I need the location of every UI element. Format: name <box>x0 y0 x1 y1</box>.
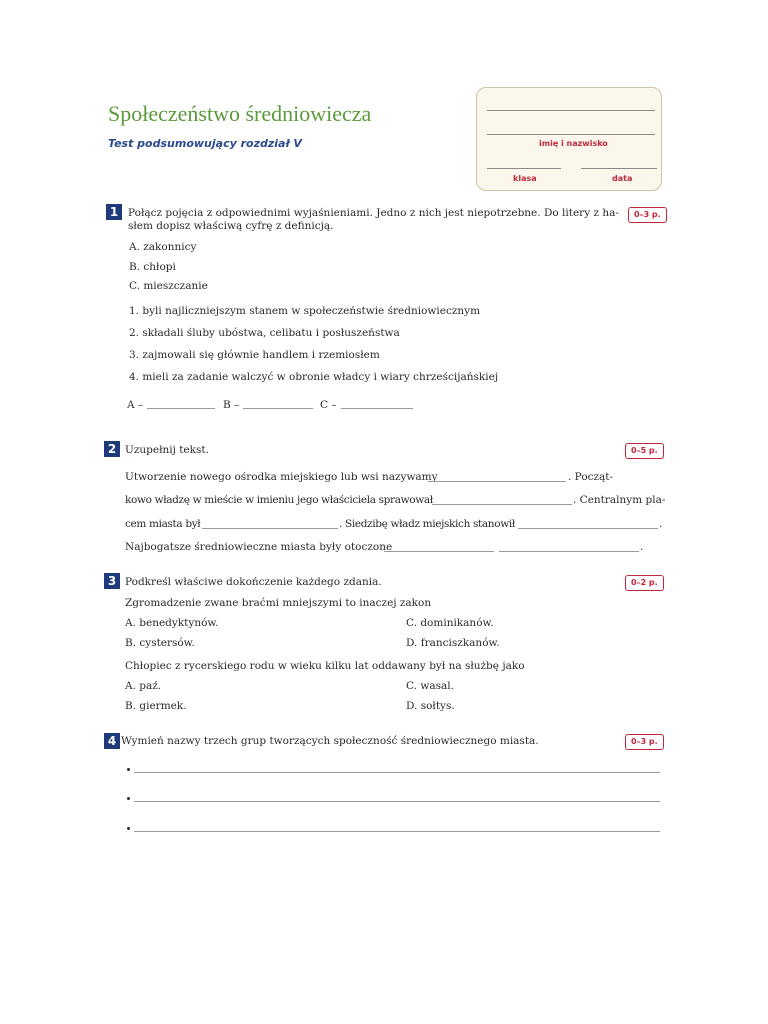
option-1b[interactable]: B. cystersów. <box>125 637 195 649</box>
answer-line-1[interactable] <box>134 772 660 773</box>
definition-3: 3. zajmowali się głównie handlem i rzemiosłem <box>129 349 380 361</box>
class-line[interactable] <box>487 168 561 169</box>
bullet-2 <box>127 797 130 800</box>
date-label: data <box>612 174 633 183</box>
answer-b-label: B – <box>223 399 240 411</box>
term-c: C. mieszczanie <box>129 280 208 292</box>
question-4-points: 0–3 p. <box>625 734 664 750</box>
question-4-instruction: Wymień nazwy trzech grup tworzących społeczność średniowiecznego miasta. <box>121 735 539 747</box>
sentence-2: Chłopiec z rycerskiego rodu w wieku kilku lat oddawany był na służbę jako <box>125 660 525 672</box>
option-2d[interactable]: D. sołtys. <box>406 700 455 712</box>
fill-text-line-2a: kowo władzę w mieście w imieniu jego właściciela sprawował <box>125 494 433 506</box>
option-1c[interactable]: C. dominikanów. <box>406 617 494 629</box>
blank-5[interactable] <box>384 551 494 552</box>
fill-text-line-3c: . <box>659 518 663 530</box>
blank-2[interactable] <box>432 504 572 505</box>
answer-line-3[interactable] <box>134 831 660 832</box>
fill-text-line-4a: Najbogatsze średniowieczne miasta były otoczone <box>125 541 393 553</box>
option-1a[interactable]: A. benedyktynów. <box>125 617 219 629</box>
page-title: Społeczeństwo średniowiecza <box>108 101 372 126</box>
definition-4: 4. mieli za zadanie walczyć w obronie władcy i wiary chrześcijańskiej <box>129 371 499 383</box>
question-3-number: 3 <box>104 573 120 589</box>
blank-1[interactable] <box>428 481 566 482</box>
option-2a[interactable]: A. paź. <box>125 680 162 692</box>
option-2b[interactable]: B. giermek. <box>125 700 187 712</box>
blank-3[interactable] <box>202 528 338 529</box>
fill-text-line-1b: . Począt- <box>568 471 614 483</box>
question-3-instruction: Podkreśl właściwe dokończenie każdego zdania. <box>125 576 382 588</box>
answer-b-line[interactable] <box>243 408 313 409</box>
name-label: imię i nazwisko <box>539 139 608 148</box>
bullet-1 <box>127 768 130 771</box>
term-b: B. chłopi <box>129 261 176 273</box>
fill-text-line-3b: . Siedzibę władz miejskich stanowił <box>339 518 515 530</box>
question-2-points: 0–5 p. <box>625 443 664 459</box>
question-1-number: 1 <box>106 204 122 220</box>
definition-1: 1. byli najliczniejszym stanem w społeczeństwie średniowiecznym <box>129 305 481 317</box>
name-line-1[interactable] <box>487 110 655 111</box>
question-2-instruction: Uzupełnij tekst. <box>125 444 209 456</box>
answer-line-2[interactable] <box>134 801 660 802</box>
question-1-points: 0–3 p. <box>628 207 667 223</box>
question-1-instruction-line2: słem dopisz właściwą cyfrę z definicją. <box>128 220 334 232</box>
option-1d[interactable]: D. franciszkanów. <box>406 637 500 649</box>
answer-a-line[interactable] <box>147 408 215 409</box>
date-line[interactable] <box>581 168 657 169</box>
question-4-number: 4 <box>104 733 120 749</box>
name-line-2[interactable] <box>487 134 655 135</box>
fill-text-line-4b: . <box>640 541 644 553</box>
blank-6[interactable] <box>499 551 639 552</box>
blank-4[interactable] <box>518 528 658 529</box>
question-2-number: 2 <box>104 441 120 457</box>
class-label: klasa <box>513 174 537 183</box>
answer-c-label: C – <box>320 399 337 411</box>
definition-2: 2. składali śluby ubóstwa, celibatu i posłuszeństwa <box>129 327 400 339</box>
page-subtitle: Test podsumowujący rozdział V <box>108 137 302 150</box>
answer-c-line[interactable] <box>341 408 413 409</box>
student-info-box <box>476 87 662 191</box>
question-3-points: 0–2 p. <box>625 575 664 591</box>
option-2c[interactable]: C. wasal. <box>406 680 454 692</box>
fill-text-line-2b: . Centralnym pla- <box>573 494 666 506</box>
fill-text-line-3a: cem miasta był <box>125 518 201 530</box>
fill-text-line-1a: Utworzenie nowego ośrodka miejskiego lub wsi nazywamy <box>125 471 438 483</box>
question-1-instruction-line1: Połącz pojęcia z odpowiednimi wyjaśnieniami. Jedno z nich jest niepotrzebne. Do litery z ha- <box>128 207 619 219</box>
term-a: A. zakonnicy <box>129 241 197 253</box>
answer-a-label: A – <box>127 399 144 411</box>
bullet-3 <box>127 827 130 830</box>
sentence-1: Zgromadzenie zwane braćmi mniejszymi to inaczej zakon <box>125 597 432 609</box>
